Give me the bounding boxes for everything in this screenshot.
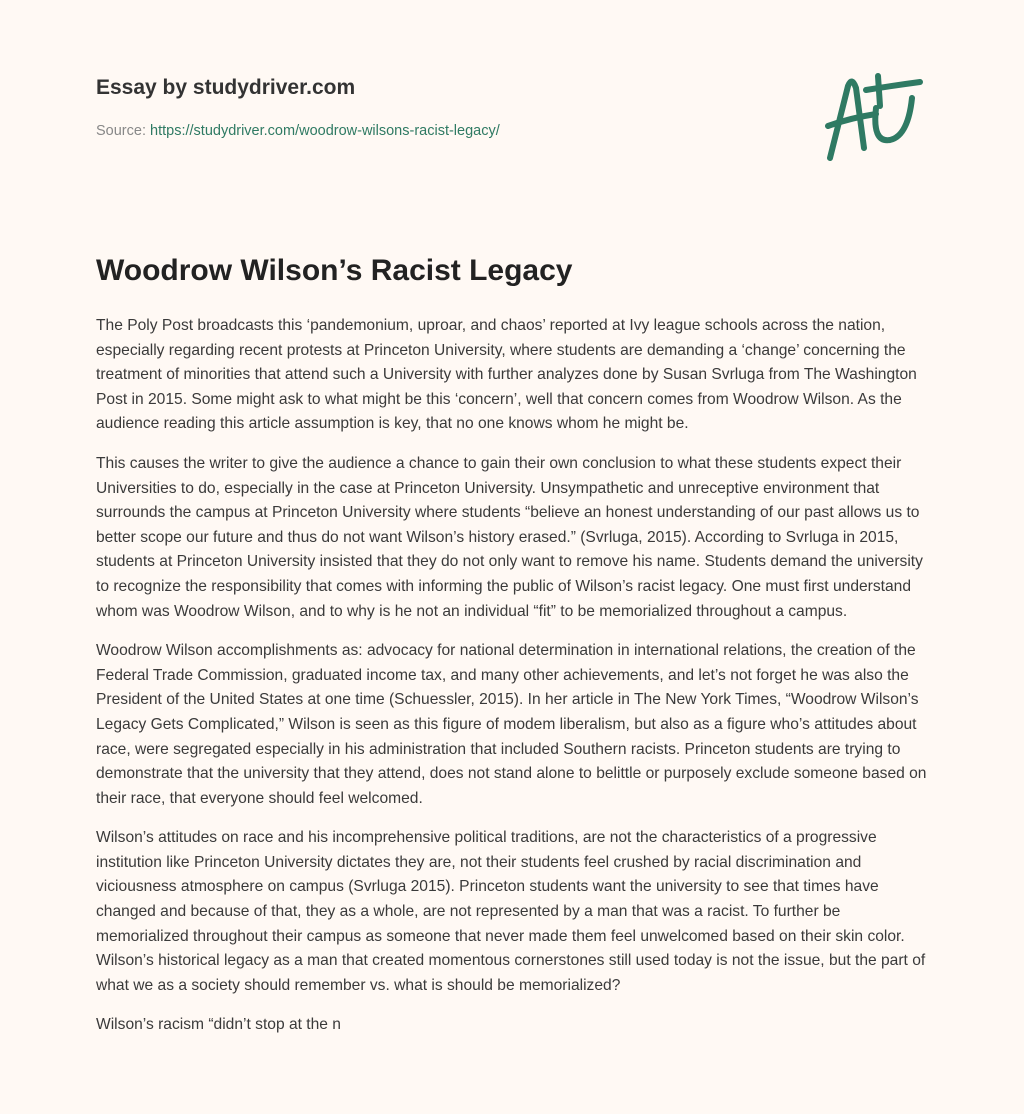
source-line: [96, 123, 500, 139]
a-plus-logo-icon: [820, 68, 930, 164]
brand-title: Essay by studydriver.com: [96, 76, 356, 99]
source-link[interactable]: https://studydriver.com/woodrow-wilsons-racist-legacy/: [150, 123, 500, 139]
article-paragraph-truncated: Wilson’s racism “didn’t stop at the n: [96, 1016, 341, 1034]
article-paragraph: The Poly Post broadcasts this ‘pandemonium, uproar, and chaos’ reported at Ivy league schools across the nation, especially regarding recent protests at Princeton University, where students are demanding a ‘change’ concerning the treatment of minorities that attend such a University with further analyzes done by Susan Svrluga from The Washington Post in 2015. Some might ask to what might be this ‘concern’, well that concern comes from Woodrow Wilson. As the audience reading this article assumption is key, that no one knows whom he might be.: [96, 317, 917, 433]
essay-header: [96, 76, 500, 139]
source-label: Source:: [96, 123, 146, 139]
article-paragraph: Woodrow Wilson accomplishments as: advocacy for national determination in international relations, the creation of the Federal Trade Commission, graduated income tax, and many other achievements, and let’s not forget he was also the President of the United States at one time (Schuessler, 2015). In her article in The New York Times, “Woodrow Wilson’s Legacy Gets Complicated,” Wilson is seen as this figure of modem liberalism, but also as a figure who’s attitudes about race, were segregated especially in his administration that included Southern racists. Princeton students are trying to demonstrate that the university that they attend, does not stand alone to belittle or purposely exclude someone based on their race, that everyone should feel welcomed.: [96, 642, 927, 807]
article-paragraph: This causes the writer to give the audience a chance to gain their own conclusion to what these students expect their Universities to do, especially in the case at Princeton University. Unsympathetic and unreceptive environment that surrounds the campus at Princeton University where students “believe an honest understanding of our past allows us to better scope our future and thus do not want Wilson’s history erased.” (Svrluga, 2015). According to Svrluga in 2015, students at Princeton University insisted that they do not only want to remove his name. Students demand the university to recognize the responsibility that comes with informing the public of Wilson’s racist legacy. One must first understand whom was Woodrow Wilson, and to why is he not an individual “fit” to be memorialized throughout a campus.: [96, 454, 923, 620]
article-paragraph: Wilson’s attitudes on race and his incomprehensive political traditions, are not the characteristics of a progressive institution like Princeton University dictates they are, not their students feel crushed by racial discrimination and viciousness atmosphere on campus (Svrluga 2015). Princeton students want the university to see that times have changed and because of that, they as a whole, are not represented by a man that was a racist. To further be memorialized throughout their campus as someone that never made them feel unwelcomed based on their skin color. Wilson’s historical legacy as a man that created momentous cornerstones still used today is not the issue, but the part of what we as a society should remember vs. what is should be memorialized?: [96, 829, 926, 994]
article-title: Woodrow Wilson’s Racist Legacy: [96, 254, 573, 287]
article-body: [96, 314, 928, 1053]
